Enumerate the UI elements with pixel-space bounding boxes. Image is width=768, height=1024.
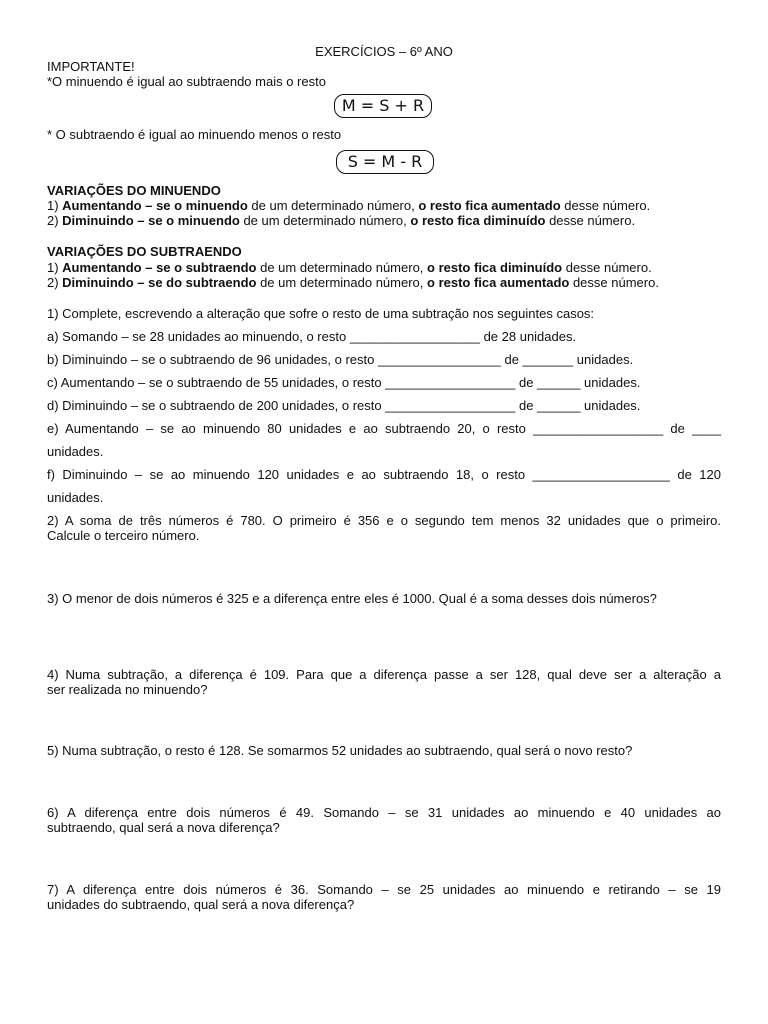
rule-bold-lead: Diminuindo – se do subtraendo: [62, 275, 257, 290]
rule-text: desse número.: [569, 275, 659, 290]
exercise-6-line-2: subtraendo, qual será a nova diferença?: [47, 820, 280, 835]
rule-text: desse número.: [562, 260, 652, 275]
rule-number: 1): [47, 198, 63, 213]
section-heading-minuendo: VARIAÇÕES DO MINUENDO: [47, 183, 221, 198]
rule-number: 2): [47, 275, 63, 290]
rule-number: 1): [47, 260, 63, 275]
rule-bold-lead: Diminuindo – se o minuendo: [62, 213, 240, 228]
exercise-7-line-1: 7) A diferença entre dois números é 36. Somando – se 25 unidades ao minuendo e retirando – se 19: [47, 882, 721, 897]
exercise-1-item-c: c) Aumentando – se o subtraendo de 55 unidades, o resto __________________ de ______ unidades.: [47, 375, 641, 390]
exercise-1-item-e-cont: unidades.: [47, 444, 104, 459]
exercise-4-line-1: 4) Numa subtração, a diferença é 109. Para que a diferença passe a ser 128, qual deve ser a alteração a: [47, 667, 721, 682]
rule-bold-lead: Aumentando – se o subtraendo: [62, 260, 257, 275]
exercise-1-item-d: d) Diminuindo – se o subtraendo de 200 unidades, o resto __________________ de ______ unidades.: [47, 398, 641, 413]
rule-bold-effect: o resto fica aumentado: [418, 198, 561, 213]
exercise-1-intro: 1) Complete, escrevendo a alteração que sofre o resto de uma subtração nos seguintes casos:: [47, 306, 595, 321]
section-heading-subtraendo: VARIAÇÕES DO SUBTRAENDO: [47, 244, 242, 259]
minuendo-rule-1: [47, 198, 723, 213]
exercise-6-line-1: 6) A diferença entre dois números é 49. Somando – se 31 unidades ao minuendo e 40 unidades ao: [47, 805, 721, 820]
rule-text: desse número.: [560, 198, 651, 213]
exercise-4-line-2: ser realizada no minuendo?: [47, 682, 208, 697]
rule-text: desse número.: [545, 213, 636, 228]
rule-text: de um determinado número,: [256, 275, 428, 290]
rule-bold-effect: o resto fica aumentado: [427, 275, 570, 290]
rule-bold-effect: o resto fica diminuído: [410, 213, 546, 228]
exercise-2-line-1: 2) A soma de três números é 780. O primeiro é 356 e o segundo tem menos 32 unidades que o primeiro.: [47, 513, 721, 528]
rule-bold-effect: o resto fica diminuído: [427, 260, 563, 275]
subtraendo-rule-1: [47, 260, 723, 275]
rule-bold-lead: Aumentando – se o minuendo: [62, 198, 248, 213]
rule-minuendo: *O minuendo é igual ao subtraendo mais o resto: [47, 74, 326, 89]
exercise-1-item-f-cont: unidades.: [47, 490, 104, 505]
exercise-1-item-f: f) Diminuindo – se ao minuendo 120 unidades e ao subtraendo 18, o resto ___________________ de 120: [47, 467, 721, 482]
subtraendo-rule-2: [47, 275, 723, 290]
minuendo-rule-2: [47, 213, 723, 228]
formula-minuendo-box: M = S + R: [334, 94, 432, 118]
exercise-2-line-2: Calcule o terceiro número.: [47, 528, 200, 543]
exercise-1-item-a: a) Somando – se 28 unidades ao minuendo, o resto __________________ de 28 unidades.: [47, 329, 577, 344]
exercise-1-item-b: b) Diminuindo – se o subtraendo de 96 unidades, o resto _________________ de _______ unidades.: [47, 352, 634, 367]
important-label: IMPORTANTE!: [47, 59, 135, 74]
exercise-3: 3) O menor de dois números é 325 e a diferença entre eles é 1000. Qual é a soma desses dois números?: [47, 591, 657, 606]
exercise-7-line-2: unidades do subtraendo, qual será a nova diferença?: [47, 897, 355, 912]
formula-subtraendo-box: S = M - R: [336, 150, 434, 174]
rule-text: de um determinado número,: [247, 198, 419, 213]
rule-text: de um determinado número,: [256, 260, 428, 275]
exercise-1-item-e: e) Aumentando – se ao minuendo 80 unidades e ao subtraendo 20, o resto __________________ de ____: [47, 421, 721, 436]
rule-text: de um determinado número,: [239, 213, 411, 228]
rule-subtraendo: * O subtraendo é igual ao minuendo menos o resto: [47, 127, 342, 142]
rule-number: 2): [47, 213, 63, 228]
exercise-5: 5) Numa subtração, o resto é 128. Se somarmos 52 unidades ao subtraendo, qual será o novo resto?: [47, 743, 633, 758]
page-title: EXERCÍCIOS – 6º ANO: [315, 44, 453, 59]
